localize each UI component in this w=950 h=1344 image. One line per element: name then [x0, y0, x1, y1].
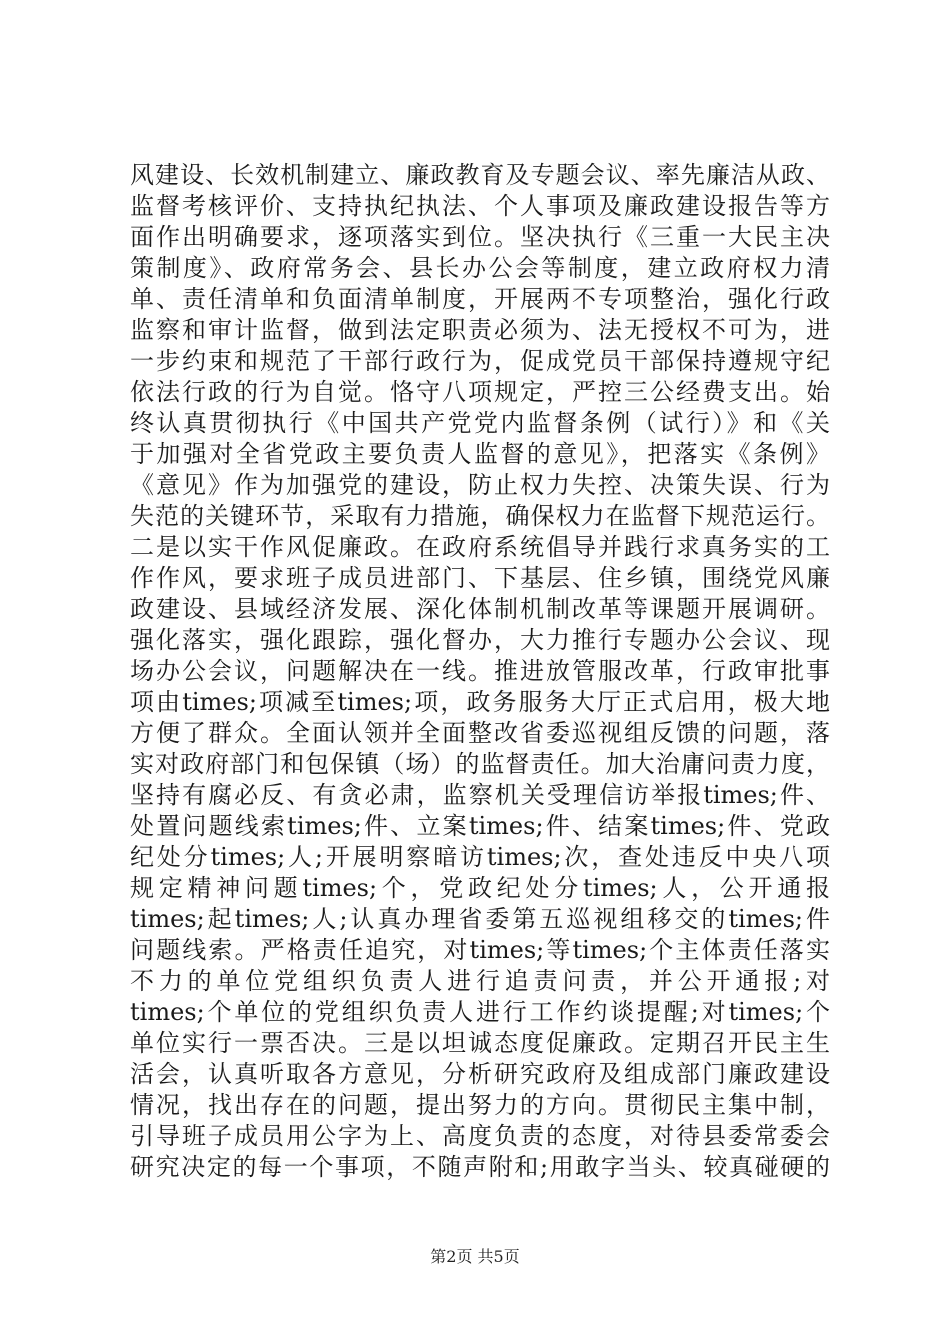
text-line: 坚持有腐必反、有贪必肃，监察机关受理信访举报times;件、	[130, 781, 830, 809]
text-line: 《意见》作为加强党的建设，防止权力失控、决策失误、行为	[130, 471, 830, 499]
text-line: 失范的关键环节，采取有力措施，确保权力在监督下规范运行。	[130, 502, 830, 530]
text-line: 不力的单位党组织负责人进行追责问责，并公开通报;对	[130, 967, 830, 995]
text-line: 强化落实，强化跟踪，强化督办，大力推行专题办公会议、现	[130, 626, 830, 654]
text-line: 监督考核评价、支持执纪执法、个人事项及廉政建设报告等方	[130, 192, 830, 220]
text-line: 依法行政的行为自觉。恪守八项规定，严控三公经费支出。始	[130, 378, 830, 406]
body-text	[130, 160, 830, 1183]
text-line: 问题线索。严格责任追究，对times;等times;个主体责任落实	[130, 936, 830, 964]
text-line: 实对政府部门和包保镇（场）的监督责任。加大治庸问责力度，	[130, 750, 830, 778]
text-line: 规定精神问题times;个，党政纪处分times;人，公开通报	[130, 874, 830, 902]
text-line: 引导班子成员用公字为上、高度负责的态度，对待县委常委会	[130, 1122, 830, 1150]
text-line: 处置问题线索times;件、立案times;件、结案times;件、党政	[130, 812, 830, 840]
text-line: 单、责任清单和负面清单制度，开展两不专项整治，强化行政	[130, 285, 830, 313]
text-line: times;起times;人;认真办理省委第五巡视组移交的times;件	[130, 905, 830, 933]
text-line: 情况，找出存在的问题，提出努力的方向。贯彻民主集中制，	[130, 1091, 830, 1119]
text-line: 二是以实干作风促廉政。在政府系统倡导并践行求真务实的工	[130, 533, 830, 561]
text-line: times;个单位的党组织负责人进行工作约谈提醒;对times;个	[130, 998, 830, 1026]
text-line: 作作风，要求班子成员进部门、下基层、住乡镇，围绕党风廉	[130, 564, 830, 592]
page-number-footer: 第2页 共5页	[430, 1247, 520, 1266]
text-line: 场办公会议，问题解决在一线。推进放管服改革，行政审批事	[130, 657, 830, 685]
text-line: 项由times;项减至times;项，政务服务大厅正式启用，极大地	[130, 688, 830, 716]
text-line: 研究决定的每一个事项，不随声附和;用敢字当头、较真碰硬的	[130, 1153, 830, 1181]
text-line: 纪处分times;人;开展明察暗访times;次，查处违反中央八项	[130, 843, 830, 871]
text-line: 策制度》、政府常务会、县长办公会等制度，建立政府权力清	[130, 254, 830, 282]
text-line: 风建设、长效机制建立、廉政教育及专题会议、率先廉洁从政、	[130, 161, 830, 189]
text-line: 一步约束和规范了干部行政行为，促成党员干部保持遵规守纪	[130, 347, 830, 375]
text-line: 政建设、县域经济发展、深化体制机制改革等课题开展调研。	[130, 595, 830, 623]
text-line: 于加强对全省党政主要负责人监督的意见》，把落实《条例》	[130, 440, 830, 468]
text-line: 单位实行一票否决。三是以坦诚态度促廉政。定期召开民主生	[130, 1029, 830, 1057]
text-line: 方便了群众。全面认领并全面整改省委巡视组反馈的问题，落	[130, 719, 830, 747]
text-line: 面作出明确要求，逐项落实到位。坚决执行《三重一大民主决	[130, 223, 830, 251]
text-line: 活会，认真听取各方意见，分析研究政府及组成部门廉政建设	[130, 1060, 830, 1088]
text-line: 终认真贯彻执行《中国共产党党内监督条例（试行）》和《关	[130, 409, 830, 437]
text-line: 监察和审计监督，做到法定职责必须为、法无授权不可为，进	[130, 316, 830, 344]
